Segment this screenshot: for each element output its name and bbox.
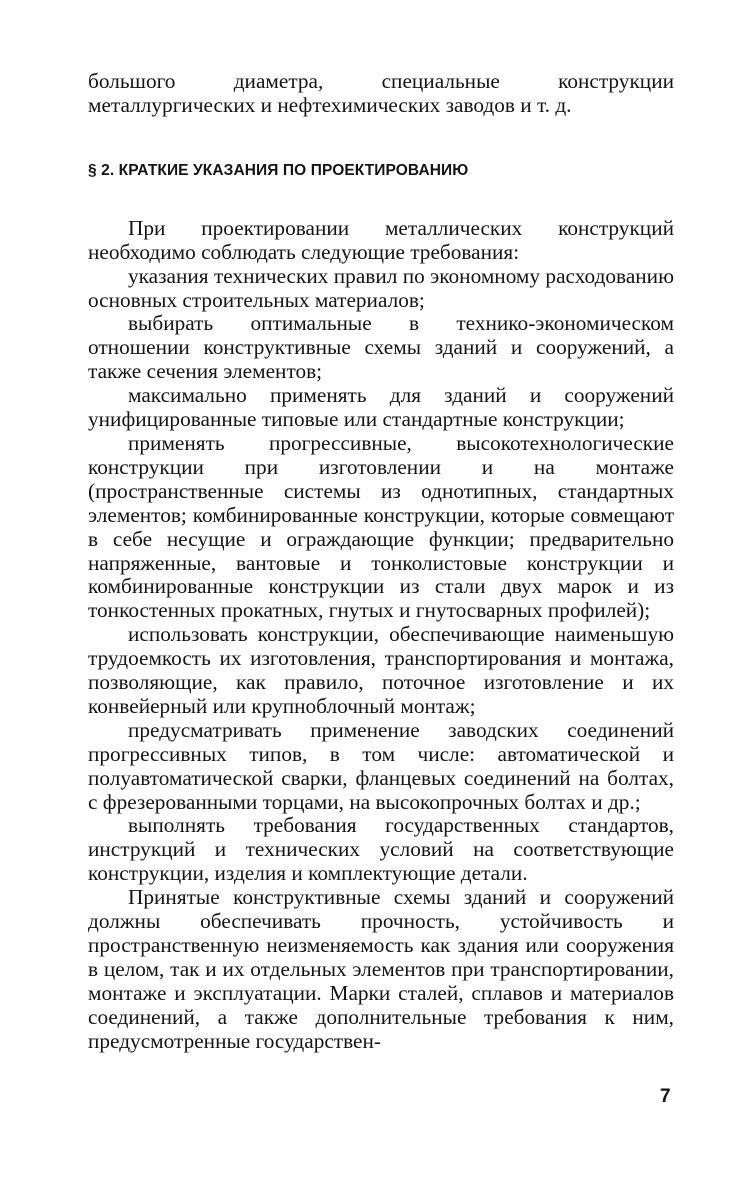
continuation-text: большого диаметра, специальные конструкции металлургических и нефтехимических заводов и т. д. bbox=[88, 69, 674, 117]
requirement-item: выбирать оптимальные в технико-экономическом отношении конструктивные схемы зданий и сооружений, а также сечения элементов; bbox=[88, 311, 674, 384]
page-number: 7 bbox=[660, 1086, 671, 1107]
requirement-item: указания технических правил по экономному расходованию основных строительных материалов; bbox=[88, 263, 674, 312]
requirement-item: предусматривать применение заводских соединений прогрессивных типов, в том числе: автоматической и полуавтоматической сварки, фланцевых соединений на болтах, с фрезерованными торцами, на высокопрочных болтах и др.; bbox=[88, 717, 674, 814]
section-heading: § 2. КРАТКИЕ УКАЗАНИЯ ПО ПРОЕКТИРОВАНИЮ bbox=[88, 161, 469, 179]
requirement-item: выполнять требования государственных стандартов, инструкций и технических условий на соответствующие конструкции, изделия и комплектующие детали. bbox=[88, 813, 674, 886]
page-body bbox=[88, 70, 674, 1054]
paragraph-intro: При проектировании металлических конструкций необходимо соблюдать следующие требования: bbox=[88, 215, 674, 264]
requirement-item: применять прогрессивные, высокотехнологические конструкции при изготовлении и на монтаже (пространственные системы из однотипных, стандартных элементов; комбинированные конструкции, которые совмещают в себе несущие и ограждающие функции; предварительно напряженные, вантовые и тонколистовые конструкции и комбинированные конструкции из стали двух марок и из тонкостенных прокатных, гнутых и гнутосварных профилей); bbox=[88, 430, 674, 623]
requirement-item: использовать конструкции, обеспечивающие наименьшую трудоемкость их изготовления, транспортирования и монтажа, позволяющие, как правило, поточное изготовление и их конвейерный или крупноблочный монтаж; bbox=[88, 622, 674, 718]
paragraph-schemes: Принятые конструктивные схемы зданий и сооружений должны обеспечивать прочность, устойчивость и пространственную неизменяемость как здания или сооружения в целом, так и их отдельных элементов при транспортировании, монтаже и эксплуатации. Марки сталей, сплавов и материалов соединений, а также дополнительные требования к ним, предусмотренные государствен- bbox=[88, 885, 674, 1053]
requirement-item: максимально применять для зданий и сооружений унифицированные типовые или стандартные конструкции; bbox=[88, 383, 674, 432]
